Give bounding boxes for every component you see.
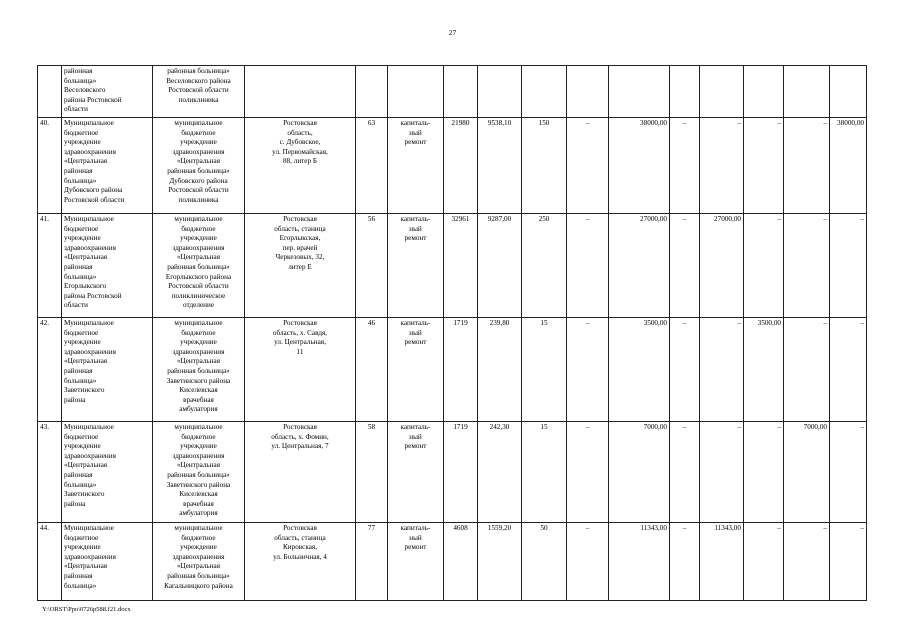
- cell-num: 42.: [38, 318, 62, 422]
- cell-address: Ростовская область, с. Дубовское, ул. Первомайская, 88, литер Б: [245, 118, 356, 214]
- cell-address: Ростовская область, станица Егорлыкская, пер. врачей Черкезовых, 32, литер Е: [245, 214, 356, 318]
- cell-c4: 58: [356, 422, 388, 523]
- cell-c8: 50: [522, 523, 567, 601]
- cell-col2: муниципальное бюджетное учреждение здравоохранения «Центральная районная больница» Егорлыкского района Ростовской области поликлиническое отделение: [153, 214, 245, 318]
- cell-col1: Муниципальное бюджетное учреждение здравоохранения «Центральная районная больница»: [62, 523, 153, 601]
- cell-c14: –: [784, 523, 830, 601]
- cell-c14: –: [784, 318, 830, 422]
- cell-work: капиталь- ный ремонт: [388, 318, 444, 422]
- cell-c8: 15: [522, 422, 567, 523]
- cell-c7: 239,80: [478, 318, 522, 422]
- cell-c7: 9538,10: [478, 118, 522, 214]
- table-row: [38, 118, 867, 214]
- cell-address: Ростовская область, х. Савдя, ул. Центральная, 11: [245, 318, 356, 422]
- cell-c12: –: [700, 318, 744, 422]
- cell-c10: 38000,00: [609, 118, 670, 214]
- cell-col1: Муниципальное бюджетное учреждение здравоохранения «Центральная районная больница» Заветинского района: [62, 422, 153, 523]
- cell-c14: –: [784, 214, 830, 318]
- cell-num: 40.: [38, 118, 62, 214]
- cell-c9: –: [567, 422, 609, 523]
- cell-num: 43.: [38, 422, 62, 523]
- cell-c12: 27000,00: [700, 214, 744, 318]
- cell-c10: 3500,00: [609, 318, 670, 422]
- cell-institution: районная больница» Веселовского района Ростовской области: [62, 66, 153, 118]
- cell-c8: 15: [522, 318, 567, 422]
- cell-c7: 242,30: [478, 422, 522, 523]
- cell-num: [38, 66, 62, 118]
- cell-c12: –: [700, 422, 744, 523]
- cell-c6: 4608: [444, 523, 478, 601]
- cell-c10: 7000,00: [609, 422, 670, 523]
- table-row: [38, 422, 867, 523]
- cell-work: капиталь- ный ремонт: [388, 118, 444, 214]
- table-row: [38, 214, 867, 318]
- cell-c11: –: [670, 523, 700, 601]
- cell-work: капиталь- ный ремонт: [388, 523, 444, 601]
- cell-c11: –: [670, 118, 700, 214]
- cell-c4: 63: [356, 118, 388, 214]
- cell-c9: –: [567, 318, 609, 422]
- cell-c15: 38000,00: [830, 118, 867, 214]
- cell-c7: 9287,00: [478, 214, 522, 318]
- cell-c10: 27000,00: [609, 214, 670, 318]
- cell-c11: –: [670, 422, 700, 523]
- cell-col2: муниципальное бюджетное учреждение здравоохранения «Центральная районная больница» Заветинского района Киселевская врачебная амбулатория: [153, 422, 245, 523]
- cell-c4: 77: [356, 523, 388, 601]
- cell-c15: –: [830, 523, 867, 601]
- cell-c4: 56: [356, 214, 388, 318]
- cell-c14: –: [784, 118, 830, 214]
- cell-facility: районная больница» Веселовского района Ростовской области поликлиника: [153, 66, 245, 118]
- cell-address: Ростовская область, станица Кировская, ул. Больничная, 4: [245, 523, 356, 601]
- page-number: 27: [448, 28, 457, 37]
- cell-c6: 1719: [444, 318, 478, 422]
- cell-col1: Муниципальное бюджетное учреждение здравоохранения «Центральная районная больница» Дубовского района Ростовской области: [62, 118, 153, 214]
- footer-file-path: Y:\ORST\Ppo\0726p588.f21.docx: [42, 606, 131, 613]
- cell-col2: муниципальное бюджетное учреждение здравоохранения «Центральная районная больница» Заветинского района Киселевская врачебная амбулатория: [153, 318, 245, 422]
- cell-c11: –: [670, 214, 700, 318]
- cell-c6: 21980: [444, 118, 478, 214]
- cell-col1: Муниципальное бюджетное учреждение здравоохранения «Центральная районная больница» Егорлыкского района Ростовской области: [62, 214, 153, 318]
- cell-work: капиталь- ный ремонт: [388, 422, 444, 523]
- table-row: [38, 318, 867, 422]
- cell-c6: 1719: [444, 422, 478, 523]
- cell-c15: –: [830, 318, 867, 422]
- cell-c9: –: [567, 214, 609, 318]
- cell-c6: 32961: [444, 214, 478, 318]
- table-row: [38, 523, 867, 601]
- cell-c8: 150: [522, 118, 567, 214]
- cell-c12: 11343,00: [700, 523, 744, 601]
- cell-c10: 11343,00: [609, 523, 670, 601]
- cell-num: 44.: [38, 523, 62, 601]
- facilities-table: [37, 65, 867, 601]
- cell-c15: –: [830, 214, 867, 318]
- cell-c13: –: [744, 118, 784, 214]
- cell-c9: –: [567, 118, 609, 214]
- cell-c13: 3500,00: [744, 318, 784, 422]
- cell-c13: –: [744, 422, 784, 523]
- cell-c13: –: [744, 523, 784, 601]
- cell-col2: муниципальное бюджетное учреждение здравоохранения «Центральная районная больница» Дубовского района Ростовской области поликлиника: [153, 118, 245, 214]
- cell-c7: 1559,20: [478, 523, 522, 601]
- cell-work: капиталь- ный ремонт: [388, 214, 444, 318]
- cell-c11: –: [670, 318, 700, 422]
- cell-c8: 250: [522, 214, 567, 318]
- cell-c12: –: [700, 118, 744, 214]
- cell-num: 41.: [38, 214, 62, 318]
- cell-c9: –: [567, 523, 609, 601]
- cell-c13: –: [744, 214, 784, 318]
- cell-c4: 46: [356, 318, 388, 422]
- table-row-continued: [38, 66, 867, 118]
- cell-c15: –: [830, 422, 867, 523]
- cell-col1: Муниципальное бюджетное учреждение здравоохранения «Центральная районная больница» Заветинского района: [62, 318, 153, 422]
- cell-col2: муниципальное бюджетное учреждение здравоохранения «Центральная районная больница» Кагальницкого района: [153, 523, 245, 601]
- cell-address: Ростовская область, х. Фомин, ул. Центральная, 7: [245, 422, 356, 523]
- cell-c14: 7000,00: [784, 422, 830, 523]
